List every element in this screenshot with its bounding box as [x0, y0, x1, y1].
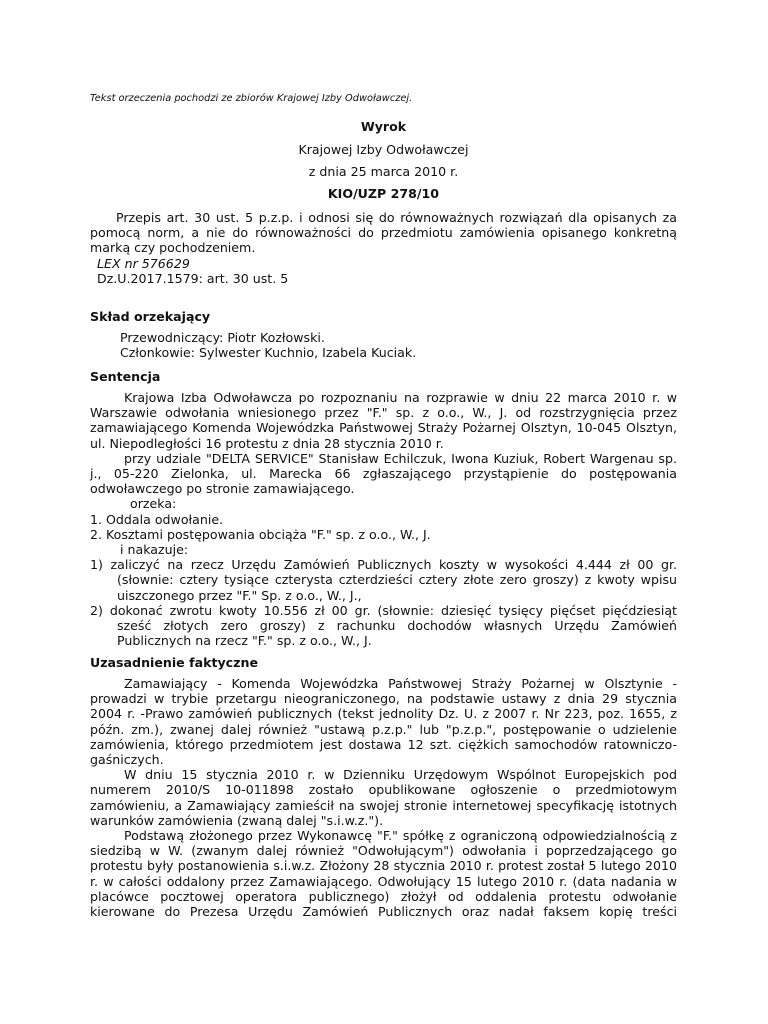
nakazuje-label: i nakazuje:	[120, 542, 189, 558]
composition-members: Członkowie: Sylwester Kuchnio, Izabela Kuciak.	[120, 345, 417, 361]
justification-paragraph-1: Zamawiający - Komenda Wojewódzka Państwowej Straży Pożarnej w Olsztynie - prowadzi w trybie przetargu nieograniczonego, na podstawie ustawy z dnia 29 stycznia 2004 r. -Prawo zamówień publicznych (tekst jednolity Dz. U. z 2007 r. Nr 223, poz. 1655, z późn. zm.), zwanej dalej również "ustawą p.z.p." lub "p.z.p.", postępowanie o udzielenie zamówienia, którego przedmiotem jest dostawa 12 szt. ciężkich samochodów ratowniczo-gaśniczych.	[90, 676, 677, 768]
sentence-paragraph-2: przy udziale "DELTA SERVICE" Stanisław Echilczuk, Iwona Kuziuk, Robert Wargenau sp. j., 05-220 Zielonka, ul. Marecka 66 zgłaszającego przystąpienie do postępowania odwoławczego po stronie zamawiającego.	[90, 450, 677, 497]
thesis-text: Przepis art. 30 ust. 5 p.z.p. i odnosi się do równoważnych rozwiązań dla opisanych za pomocą norm, a nie do równoważności do przedmiotu zamówienia opisanego konkretną marką czy pochodzeniem.	[90, 210, 677, 256]
composition-chair: Przewodniczący: Piotr Kozłowski.	[120, 330, 325, 345]
sentence-paragraph-1: Krajowa Izba Odwoławcza po rozpoznaniu na rozprawie w dniu 22 marca 2010 r. w Warszawie odwołania wniesionego przez "F." sp. z o.o., W., J. od rozstrzygnięcia przez zamawiającego Komenda Wojewódzka Państwowej Straży Pożarnej Olsztyn, 10-045 Olsztyn, ul. Niepodległości 16 protestu z dnia 28 stycznia 2010 r.	[90, 390, 677, 451]
composition-section	[90, 309, 677, 360]
order-item-2: 2) dokonać zwrotu kwoty 10.556 zł 00 gr. (słownie: dziesięć tysięcy pięćset pięćdziesiąt sześć złotych zero groszy) z rachunku dochodów własnych Urzędu Zamówień Publicznych na rzecz "F." sp. z o.o., W., J.	[90, 602, 677, 649]
court-name: Krajowej Izby Odwoławczej	[298, 142, 469, 157]
dz-u-reference: Dz.U.2017.1579: art. 30 ust. 5	[97, 270, 289, 286]
judgment-date: z dnia 25 marca 2010 r.	[308, 164, 459, 179]
thesis-section	[90, 210, 677, 286]
orzeka-label: orzeka:	[130, 496, 177, 512]
judgment-title: Wyrok	[360, 119, 407, 134]
ruling-item-1: 1. Oddala odwołanie.	[90, 511, 224, 527]
case-number: KIO/UZP 278/10	[327, 186, 440, 201]
sentence-section	[90, 369, 677, 648]
justification-paragraph-3: Podstawą złożonego przez Wykonawcę "F." spółkę z ograniczoną odpowiedzialnością z siedzibą w W. (zwanym dalej również "Odwołującym") odwołania i poprzedzającego go protestu były postanowienia s.i.w.z. Złożony 28 stycznia 2010 r. protest został 5 lutego 2010 r. w całości oddalony przez Zamawiającego. Odwołujący 15 lutego 2010 r. (data nadania w placówce pocztowej operatora publicznego) złożył od oddalenia protestu odwołanie kierowane do Prezesa Urzędu Zamówień Publicznych oraz nadał faksem kopię treści	[90, 828, 677, 920]
justification-heading: Uzasadnienie faktyczne	[90, 655, 258, 670]
ruling-item-2: 2. Kosztami postępowania obciąża "F." sp. z o.o., W., J.	[90, 526, 431, 542]
justification-section	[90, 655, 677, 919]
order-item-1: 1) zaliczyć na rzecz Urzędu Zamówień Publicznych koszty w wysokości 4.444 zł 00 gr. (słownie: cztery tysiące czterysta czterdzieści cztery złote zero groszy) z kwoty wpisu uiszczonego przez "F." Sp. z o.o., W., J.,	[90, 557, 677, 603]
sentence-heading: Sentencja	[90, 369, 161, 384]
composition-heading: Skład orzekający	[90, 309, 211, 324]
lex-reference: LEX nr 576629	[97, 255, 190, 271]
judgment-header	[90, 119, 677, 201]
justification-paragraph-2: W dniu 15 stycznia 2010 r. w Dzienniku Urzędowym Wspólnot Europejskich pod numerem 2010/S 10-011898 zostało opublikowane ogłoszenie o przedmiotowym zamówieniu, a Zamawiający zamieścił na swojej stronie internetowej specyfikację istotnych warunków zamówienia (zwaną dalej "s.i.w.z.").	[90, 767, 677, 828]
source-note: Tekst orzeczenia pochodzi ze zbiorów Krajowej Izby Odwoławczej.	[90, 93, 413, 104]
